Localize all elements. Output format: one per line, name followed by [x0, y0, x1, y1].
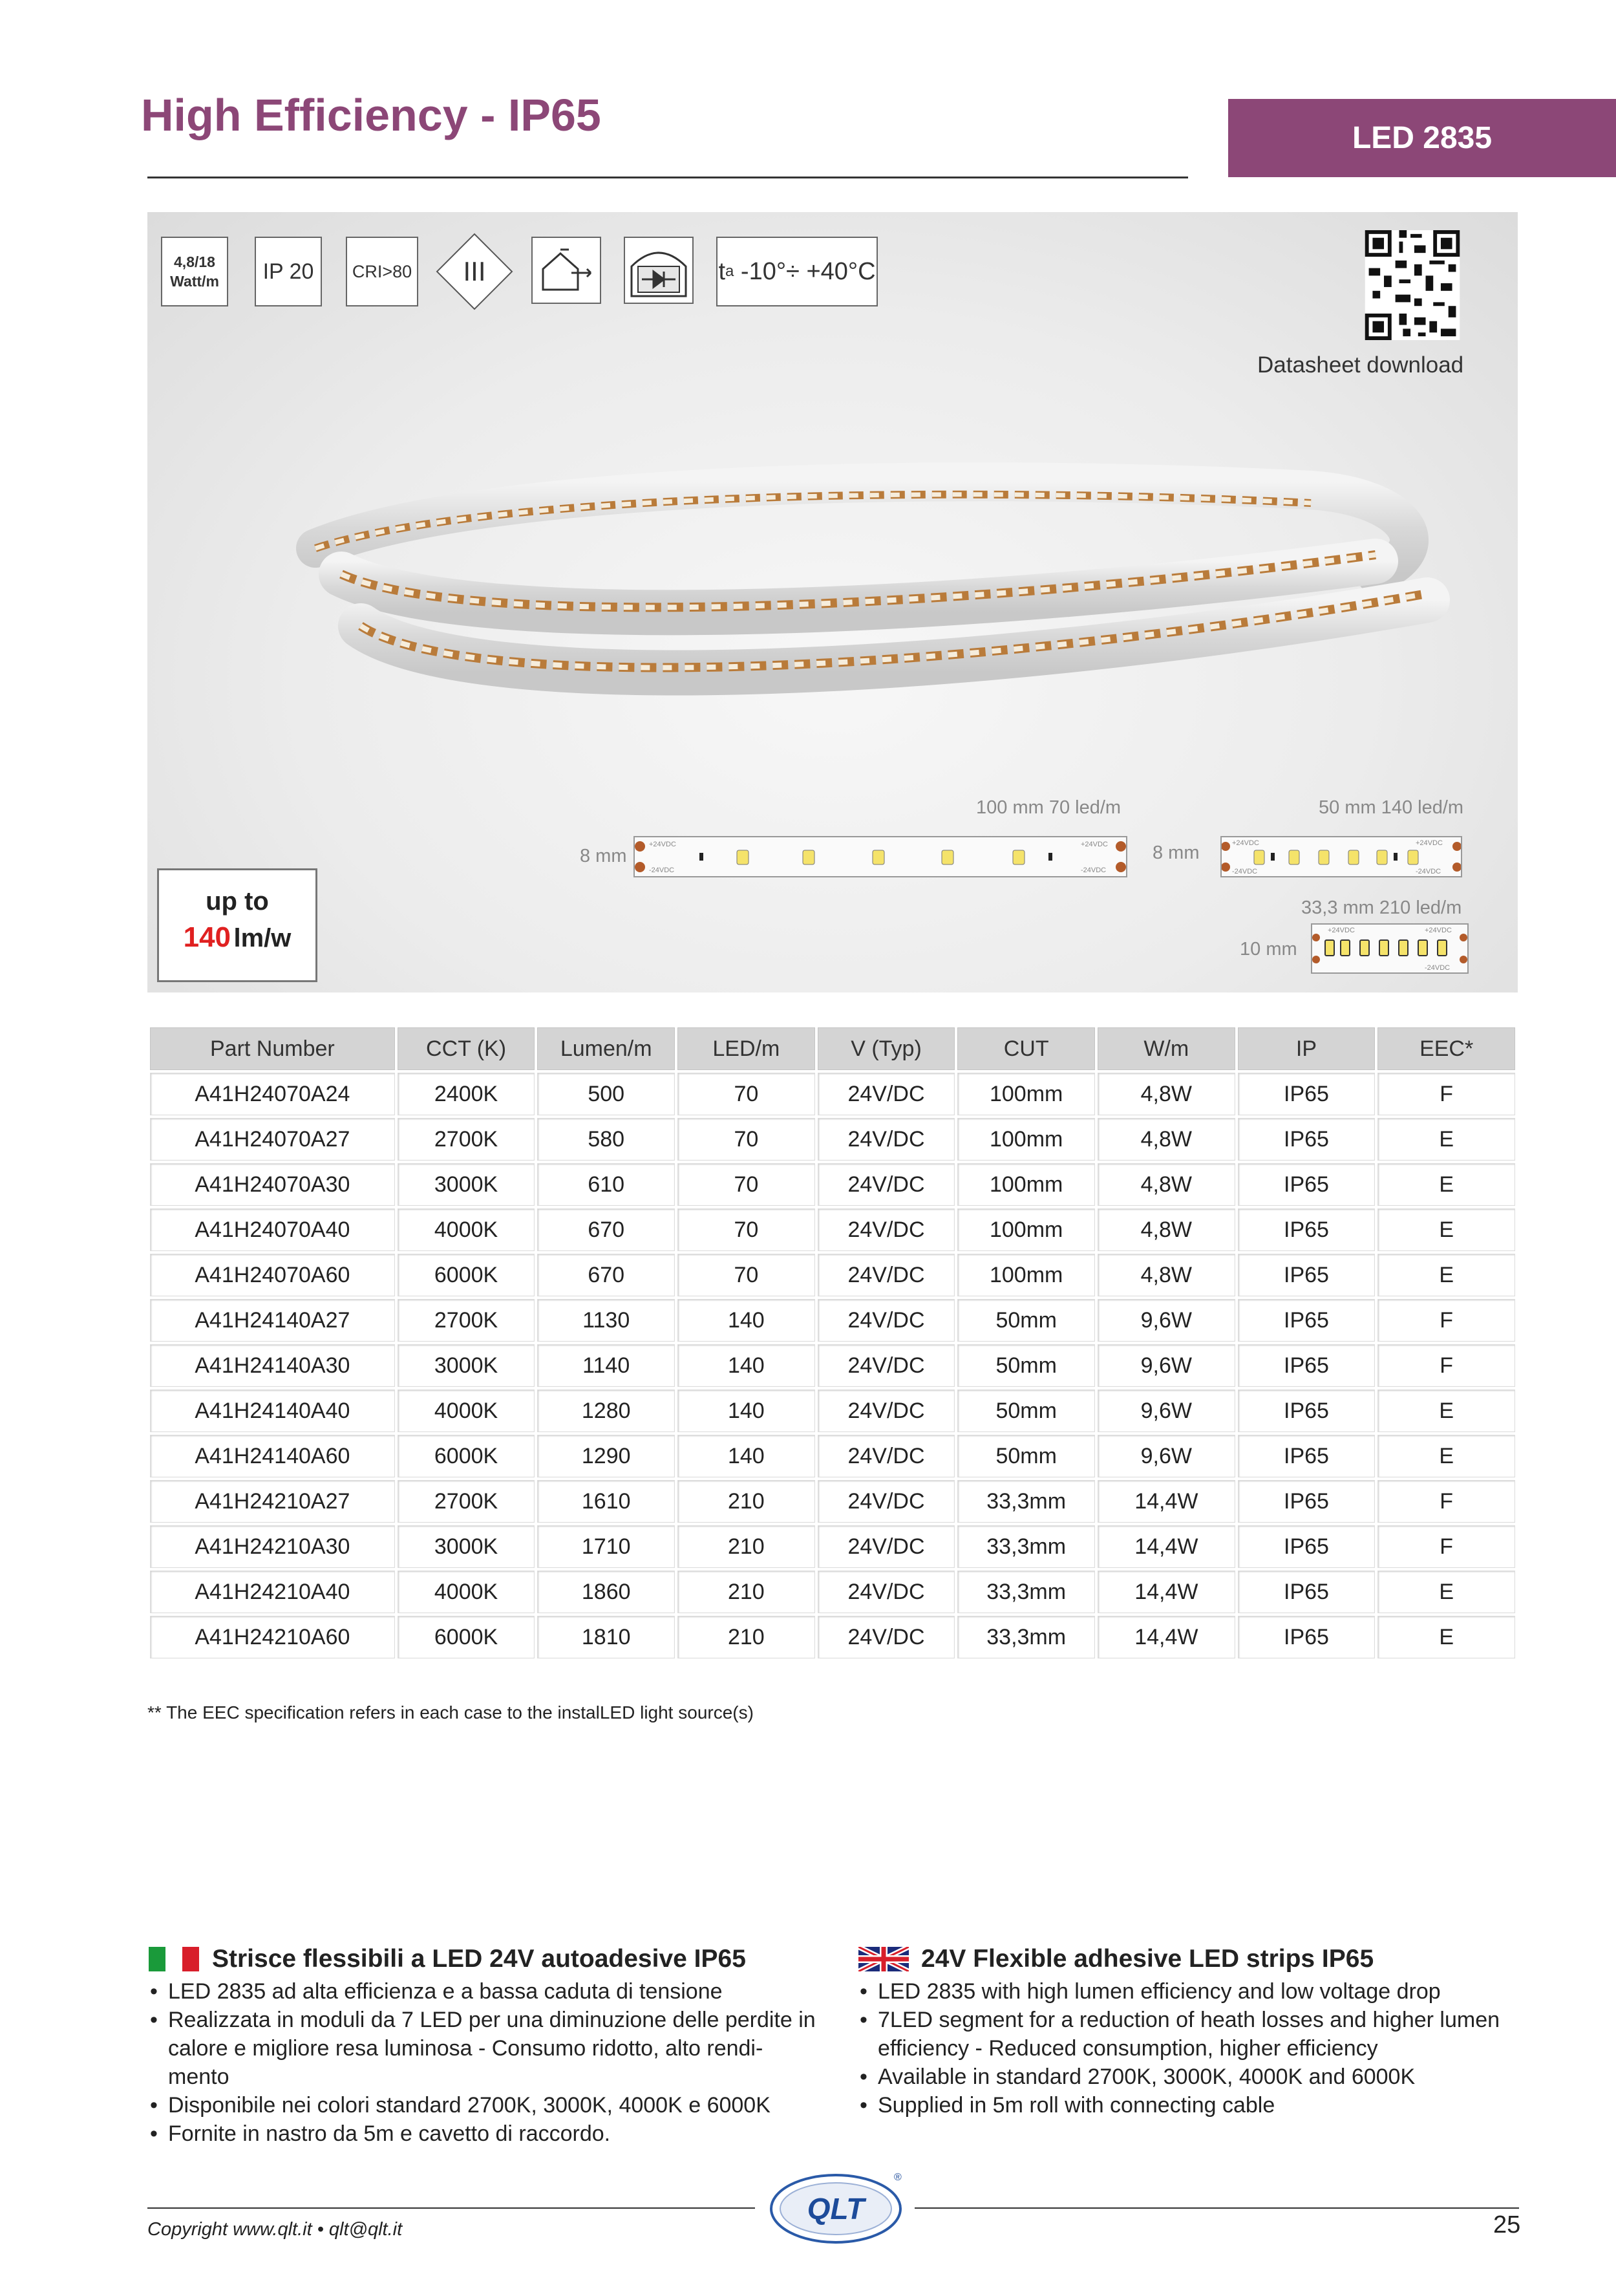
product-badge: LED 2835 — [1228, 99, 1616, 177]
cell-voltage: 24V/DC — [818, 1073, 955, 1115]
qlt-logo-text: QLT — [807, 2192, 865, 2226]
cell-ip: IP65 — [1238, 1299, 1376, 1342]
cell-voltage: 24V/DC — [818, 1344, 955, 1387]
strip-140-diagram — [1220, 836, 1462, 877]
cri-icon: CRI>80 — [346, 237, 418, 306]
cell-lumen: 1130 — [537, 1299, 675, 1342]
cell-cut: 50mm — [957, 1389, 1095, 1432]
col-cut: CUT — [957, 1027, 1095, 1070]
cell-voltage: 24V/DC — [818, 1571, 955, 1613]
watt-unit: Watt/m — [170, 273, 219, 290]
cell-voltage: 24V/DC — [818, 1435, 955, 1477]
cell-ip: IP65 — [1238, 1616, 1376, 1658]
cell-voltage: 24V/DC — [818, 1299, 955, 1342]
table-row — [150, 1616, 1515, 1658]
cell-eec: E — [1377, 1571, 1515, 1613]
cell-cct: 4000K — [398, 1208, 535, 1251]
col-eec: EEC* — [1377, 1027, 1515, 1070]
cell-voltage: 24V/DC — [818, 1118, 955, 1161]
italian-heading: Strisce flessibili a LED 24V autoadesive IP65 — [212, 1945, 746, 1973]
strip-70-plus-left: +24VDC — [649, 841, 676, 848]
ip-rating-icon: IP 20 — [255, 237, 322, 306]
cell-watt: 4,8W — [1098, 1208, 1235, 1251]
cell-watt: 14,4W — [1098, 1525, 1235, 1568]
cell-led: 210 — [677, 1480, 815, 1523]
cell-ip: IP65 — [1238, 1344, 1376, 1387]
cell-voltage: 24V/DC — [818, 1389, 955, 1432]
registered-mark: ® — [894, 2172, 902, 2183]
watt-icon — [161, 237, 228, 306]
title-divider — [147, 177, 1188, 178]
cell-ip: IP65 — [1238, 1571, 1376, 1613]
strip-140-plus-left: +24VDC — [1232, 839, 1259, 847]
col-voltage: V (Typ) — [818, 1027, 955, 1070]
cell-ip: IP65 — [1238, 1073, 1376, 1115]
cell-voltage: 24V/DC — [818, 1525, 955, 1568]
list-item: • Available in standard 2700K, 3000K, 4000K and 6000K — [857, 2063, 1529, 2091]
cell-lumen: 1610 — [537, 1480, 675, 1523]
cell-lumen: 580 — [537, 1118, 675, 1161]
cell-eec: E — [1377, 1435, 1515, 1477]
strip-210-minus-right: -24VDC — [1425, 964, 1451, 972]
cell-led: 210 — [677, 1571, 815, 1613]
strip-70-plus-right: +24VDC — [1081, 841, 1108, 848]
cell-cct: 6000K — [398, 1435, 535, 1477]
cell-part-number: A41H24210A60 — [150, 1616, 395, 1658]
cell-cut: 33,3mm — [957, 1571, 1095, 1613]
temp-subscript: a — [725, 263, 734, 280]
strip-210-leds — [1312, 925, 1467, 972]
list-item: • Realizzata in moduli da 7 LED per una diminuzione delle perdite in calore e migliore resa luminosa - Consumo ridotto, alto rendi-mento — [147, 2006, 820, 2091]
col-part-number: Part Number — [150, 1027, 395, 1070]
cell-part-number: A41H24140A40 — [150, 1389, 395, 1432]
cell-cct: 6000K — [398, 1254, 535, 1296]
cell-watt: 4,8W — [1098, 1254, 1235, 1296]
cell-cct: 4000K — [398, 1571, 535, 1613]
strip-140-height: 8 mm — [1153, 842, 1200, 863]
cell-cut: 100mm — [957, 1073, 1095, 1115]
table-row — [150, 1208, 1515, 1251]
cell-led: 140 — [677, 1389, 815, 1432]
cell-lumen: 670 — [537, 1254, 675, 1296]
english-bullets — [857, 1977, 1529, 2119]
cell-led: 140 — [677, 1435, 815, 1477]
cell-part-number: A41H24210A27 — [150, 1480, 395, 1523]
cell-voltage: 24V/DC — [818, 1163, 955, 1206]
efficiency-unit: lm/w — [233, 924, 292, 952]
strip-140-leds — [1222, 837, 1461, 876]
strip-210-diagram — [1311, 923, 1469, 974]
cell-part-number: A41H24070A40 — [150, 1208, 395, 1251]
cell-cct: 2400K — [398, 1073, 535, 1115]
cell-cct: 3000K — [398, 1163, 535, 1206]
led-driver-icon — [624, 237, 694, 304]
cell-eec: E — [1377, 1254, 1515, 1296]
cell-voltage: 24V/DC — [818, 1254, 955, 1296]
cell-part-number: A41H24140A30 — [150, 1344, 395, 1387]
cell-ip: IP65 — [1238, 1525, 1376, 1568]
cell-cut: 100mm — [957, 1163, 1095, 1206]
strip-140-minus-right: -24VDC — [1416, 868, 1441, 875]
cell-led: 70 — [677, 1118, 815, 1161]
class-iii-icon — [434, 231, 515, 312]
col-led: LED/m — [677, 1027, 815, 1070]
cell-voltage: 24V/DC — [818, 1616, 955, 1658]
table-row — [150, 1344, 1515, 1387]
cell-cct: 2700K — [398, 1480, 535, 1523]
cell-cut: 33,3mm — [957, 1525, 1095, 1568]
cell-cct: 3000K — [398, 1344, 535, 1387]
col-ip: IP — [1238, 1027, 1376, 1070]
list-item: • LED 2835 ad alta efficienza e a bassa caduta di tensione — [147, 1977, 820, 2006]
cell-watt: 9,6W — [1098, 1344, 1235, 1387]
table-row — [150, 1163, 1515, 1206]
cell-ip: IP65 — [1238, 1435, 1376, 1477]
table-row — [150, 1525, 1515, 1568]
cell-eec: E — [1377, 1118, 1515, 1161]
efficiency-value: 140 — [183, 921, 231, 953]
cell-cut: 100mm — [957, 1118, 1095, 1161]
cell-cct: 6000K — [398, 1616, 535, 1658]
strip-70-diagram — [633, 836, 1127, 877]
strip-70-leds — [635, 837, 1126, 876]
cell-lumen: 1710 — [537, 1525, 675, 1568]
cell-lumen: 670 — [537, 1208, 675, 1251]
cell-led: 210 — [677, 1616, 815, 1658]
cell-cut: 50mm — [957, 1344, 1095, 1387]
table-row — [150, 1389, 1515, 1432]
cell-ip: IP65 — [1238, 1208, 1376, 1251]
qr-code-icon[interactable] — [1364, 230, 1461, 340]
strip-140-plus-right: +24VDC — [1416, 839, 1443, 847]
indoor-use-icon — [531, 237, 601, 304]
cell-cct: 3000K — [398, 1525, 535, 1568]
footer-rule-right — [915, 2207, 1519, 2209]
cell-led: 210 — [677, 1525, 815, 1568]
cell-cut: 100mm — [957, 1254, 1095, 1296]
cell-eec: F — [1377, 1299, 1515, 1342]
table-row — [150, 1118, 1515, 1161]
cell-cut: 50mm — [957, 1299, 1095, 1342]
cell-led: 140 — [677, 1299, 815, 1342]
cell-led: 70 — [677, 1163, 815, 1206]
cell-eec: E — [1377, 1163, 1515, 1206]
watt-range: 4,8/18 — [174, 253, 215, 270]
strip-210-plus-left: +24VDC — [1328, 927, 1355, 934]
strip-70-height: 8 mm — [580, 846, 627, 866]
cell-part-number: A41H24210A30 — [150, 1525, 395, 1568]
cell-eec: E — [1377, 1389, 1515, 1432]
cell-watt: 4,8W — [1098, 1118, 1235, 1161]
strip-210-height: 10 mm — [1240, 939, 1297, 960]
cell-watt: 9,6W — [1098, 1389, 1235, 1432]
cell-cct: 2700K — [398, 1299, 535, 1342]
footer-rule-left — [147, 2207, 755, 2209]
uk-flag-icon — [858, 1947, 909, 1971]
page-title: High Efficiency - IP65 — [141, 90, 601, 140]
cell-ip: IP65 — [1238, 1118, 1376, 1161]
cell-lumen: 610 — [537, 1163, 675, 1206]
cell-cct: 2700K — [398, 1118, 535, 1161]
cell-ip: IP65 — [1238, 1163, 1376, 1206]
col-watt: W/m — [1098, 1027, 1235, 1070]
cell-part-number: A41H24070A27 — [150, 1118, 395, 1161]
cell-watt: 4,8W — [1098, 1163, 1235, 1206]
list-item: • Disponibile nei colori standard 2700K, 3000K, 4000K e 6000K — [147, 2091, 820, 2119]
cell-eec: F — [1377, 1073, 1515, 1115]
cell-led: 140 — [677, 1344, 815, 1387]
copyright: Copyright www.qlt.it • qlt@qlt.it — [147, 2219, 403, 2240]
cell-cct: 4000K — [398, 1389, 535, 1432]
table-row — [150, 1254, 1515, 1296]
cell-watt: 14,4W — [1098, 1616, 1235, 1658]
strip-140-minus-left: -24VDC — [1232, 868, 1258, 875]
strip-70-minus-left: -24VDC — [649, 866, 675, 874]
col-lumen: Lumen/m — [537, 1027, 675, 1070]
efficiency-box — [157, 868, 317, 982]
qlt-logo[interactable] — [766, 2166, 908, 2247]
cell-led: 70 — [677, 1208, 815, 1251]
table-row — [150, 1435, 1515, 1477]
cell-lumen: 1280 — [537, 1389, 675, 1432]
cell-eec: F — [1377, 1480, 1515, 1523]
temp-value: -10°÷ +40°C — [740, 257, 876, 285]
english-heading: 24V Flexible adhesive LED strips IP65 — [921, 1945, 1374, 1973]
cell-voltage: 24V/DC — [818, 1208, 955, 1251]
italian-bullets — [147, 1977, 820, 2148]
cell-ip: IP65 — [1238, 1480, 1376, 1523]
cell-watt: 14,4W — [1098, 1571, 1235, 1613]
list-item: • Supplied in 5m roll with connecting cable — [857, 2091, 1529, 2119]
table-row — [150, 1571, 1515, 1613]
cell-watt: 4,8W — [1098, 1073, 1235, 1115]
cell-part-number: A41H24070A30 — [150, 1163, 395, 1206]
efficiency-prefix: up to — [206, 887, 269, 916]
temperature-range-icon — [716, 237, 878, 306]
table-header-row — [150, 1027, 1515, 1070]
datasheet-download-label[interactable]: Datasheet download — [1257, 352, 1464, 378]
table-row — [150, 1480, 1515, 1523]
cell-eec: E — [1377, 1616, 1515, 1658]
strip-210-label: 33,3 mm 210 led/m — [1301, 897, 1462, 918]
cell-ip: IP65 — [1238, 1389, 1376, 1432]
cell-lumen: 1860 — [537, 1571, 675, 1613]
list-item: • Fornite in nastro da 5m e cavetto di raccordo. — [147, 2119, 820, 2148]
cell-part-number: A41H24210A40 — [150, 1571, 395, 1613]
col-cct: CCT (K) — [398, 1027, 535, 1070]
cell-lumen: 1140 — [537, 1344, 675, 1387]
cell-cut: 33,3mm — [957, 1616, 1095, 1658]
cell-voltage: 24V/DC — [818, 1480, 955, 1523]
cell-watt: 9,6W — [1098, 1299, 1235, 1342]
cell-ip: IP65 — [1238, 1254, 1376, 1296]
page-number: 25 — [1493, 2211, 1521, 2238]
footnote: ** The EEC specification refers in each case to the instalLED light source(s) — [147, 1702, 754, 1722]
table-row — [150, 1073, 1515, 1115]
temp-symbol: t — [718, 257, 725, 285]
cell-lumen: 1290 — [537, 1435, 675, 1477]
cell-led: 70 — [677, 1254, 815, 1296]
cell-part-number: A41H24070A24 — [150, 1073, 395, 1115]
cell-lumen: 500 — [537, 1073, 675, 1115]
cell-lumen: 1810 — [537, 1616, 675, 1658]
cell-cut: 50mm — [957, 1435, 1095, 1477]
cell-eec: F — [1377, 1525, 1515, 1568]
table-row — [150, 1299, 1515, 1342]
cell-led: 70 — [677, 1073, 815, 1115]
list-item: • 7LED segment for a reduction of heath losses and higher lumen efficiency - Reduced consumption, higher efficiency — [857, 2006, 1529, 2063]
cell-cut: 33,3mm — [957, 1480, 1095, 1523]
product-table — [147, 1025, 1518, 1661]
cell-part-number: A41H24070A60 — [150, 1254, 395, 1296]
cell-watt: 14,4W — [1098, 1480, 1235, 1523]
cell-watt: 9,6W — [1098, 1435, 1235, 1477]
list-item: • LED 2835 with high lumen efficiency and low voltage drop — [857, 1977, 1529, 2006]
cell-eec: E — [1377, 1208, 1515, 1251]
strip-140-label: 50 mm 140 led/m — [1319, 797, 1464, 818]
strip-70-minus-right: -24VDC — [1081, 866, 1107, 874]
cell-cut: 100mm — [957, 1208, 1095, 1251]
efficiency-value-row — [159, 921, 315, 954]
cell-eec: F — [1377, 1344, 1515, 1387]
italy-flag-icon — [149, 1947, 199, 1971]
cell-part-number: A41H24140A27 — [150, 1299, 395, 1342]
cell-part-number: A41H24140A60 — [150, 1435, 395, 1477]
strip-210-plus-right: +24VDC — [1425, 927, 1452, 934]
class-iii-label: III — [463, 256, 486, 286]
strip-70-label: 100 mm 70 led/m — [976, 797, 1122, 818]
